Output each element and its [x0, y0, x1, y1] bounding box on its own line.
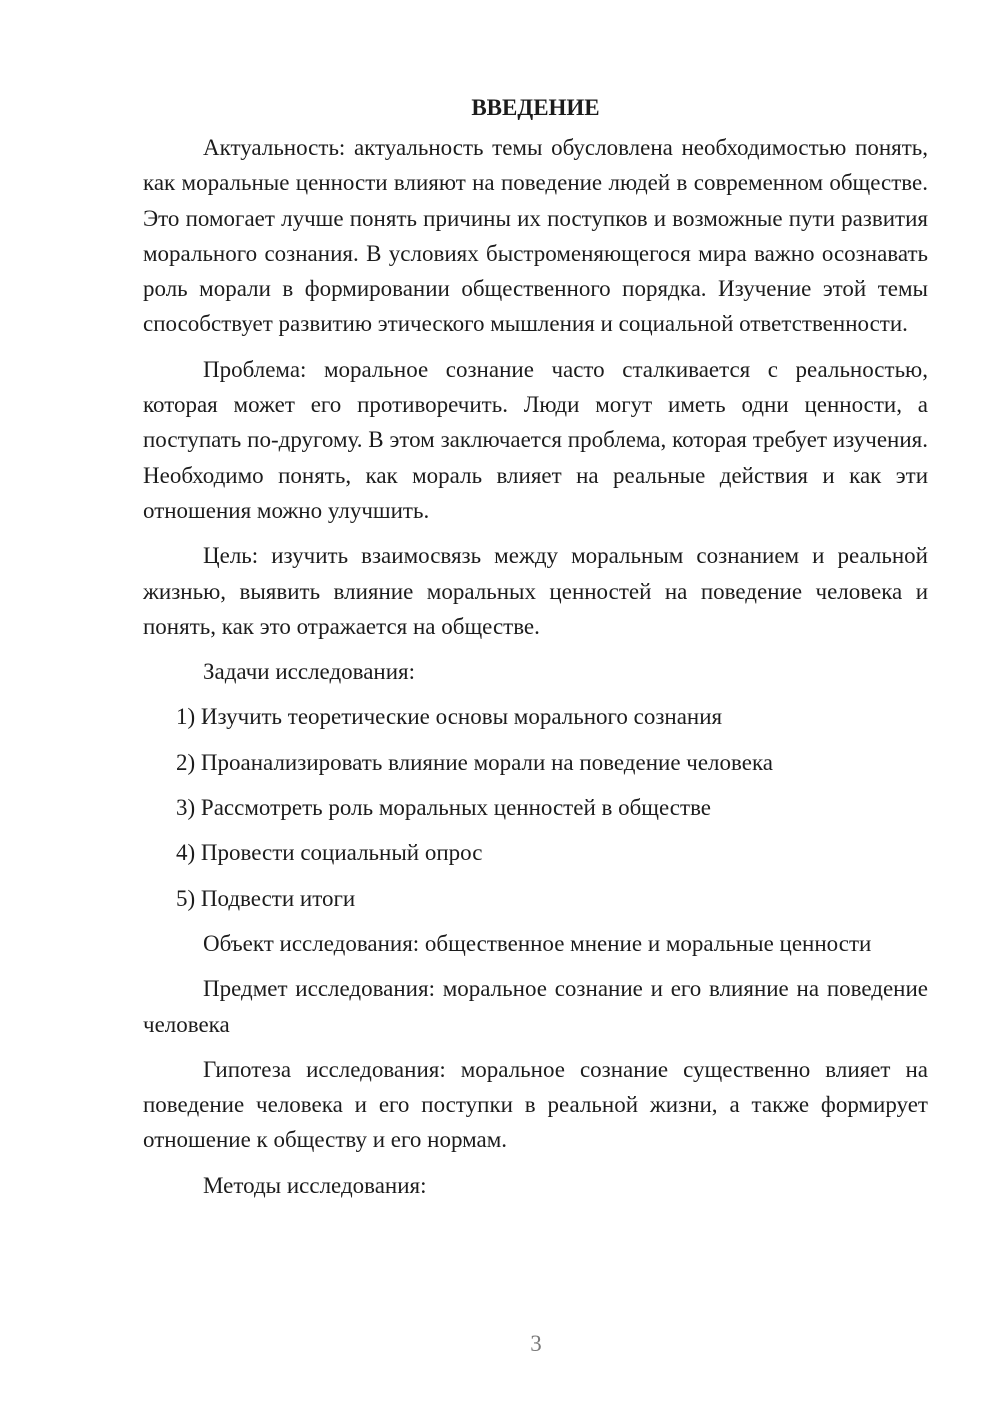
task-item: 5) Подвести итоги [176, 885, 356, 911]
section-heading: ВВЕДЕНИЕ [471, 95, 600, 120]
document-page [143, 90, 928, 1203]
relevance-paragraph: Актуальность: актуальность темы обусловлена необходимостью понять, как моральные ценности влияют на поведение людей в современном обществе. Это помогает лучше понять причины их поступков и возможные пути развития морального сознания. В условиях быстроменяющегося мира важно осознавать роль морали в формировании общественного порядка. Изучение этой темы способствует развитию этического мышления и социальной ответственности. [143, 135, 928, 337]
subject-paragraph: Предмет исследования: моральное сознание и его влияние на поведение человека [143, 976, 928, 1037]
tasks-title: Задачи исследования: [203, 659, 416, 685]
goal-paragraph: Цель: изучить взаимосвязь между моральным сознанием и реальной жизнью, выявить влияние моральных ценностей на поведение человека и понять, как это отражается на обществе. [143, 543, 928, 639]
task-list [143, 699, 928, 915]
hypothesis-paragraph: Гипотеза исследования: моральное сознание существенно влияет на поведение человека и его поступки в реальной жизни, а также формирует отношение к обществу и его нормам. [143, 1056, 928, 1153]
task-item: 3) Рассмотреть роль моральных ценностей в обществе [176, 795, 711, 821]
task-item: 1) Изучить теоретические основы морального сознания [176, 704, 723, 730]
task-item: 2) Проанализировать влияние морали на поведение человека [176, 749, 774, 775]
task-item: 4) Провести социальный опрос [176, 840, 483, 866]
page-number: 3 [530, 1331, 542, 1356]
problem-paragraph: Проблема: моральное сознание часто сталкивается с реальностью, которая может его противоречить. Люди могут иметь одни ценности, а поступать по-другому. В этом заключается проблема, которая требует изучения. Необходимо понять, как мораль влияет на реальные действия и как эти отношения можно улучшить. [143, 356, 928, 523]
object-paragraph: Объект исследования: общественное мнение и моральные ценности [203, 930, 872, 956]
methods-title: Методы исследования: [203, 1172, 427, 1198]
